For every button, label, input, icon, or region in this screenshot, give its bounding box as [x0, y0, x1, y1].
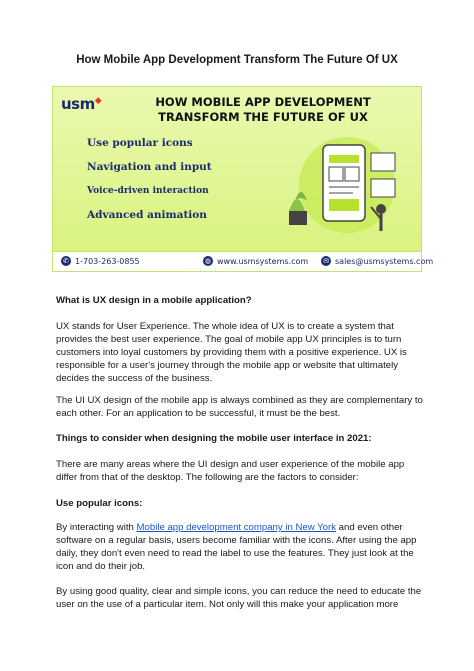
contact-email — [321, 256, 433, 266]
contact-website — [203, 256, 308, 266]
contact-phone — [61, 256, 140, 266]
banner-topic-item: Voice-driven interaction — [87, 186, 209, 196]
email-icon: ✉ — [321, 256, 331, 266]
website-text: www.usmsystems.com — [217, 256, 309, 266]
usm-logo — [61, 95, 101, 113]
section-heading-considerations: Things to consider when designing the mobile user interface in 2021: — [56, 433, 372, 444]
logo-text: usm — [61, 95, 95, 113]
mobile-app-company-link[interactable]: Mobile app development company in New York — [136, 522, 336, 533]
paragraph-icons-familiarity — [56, 521, 426, 573]
article-banner — [52, 86, 434, 272]
banner-contact-bar — [53, 251, 434, 271]
email-text: sales@usmsystems.com — [335, 256, 434, 266]
banner-topic-item: Navigation and input — [87, 161, 212, 173]
paragraph-icon-quality: By using good quality, clear and simple icons, you can reduce the need to educate the user on the use of a particular item. Not only will this make your application more — [56, 586, 422, 610]
logo-accent-icon: ◆ — [94, 96, 102, 106]
paragraph-ux-definition: UX stands for User Experience. The whole idea of UX is to create a system that provides the best user experience. The goal of mobile app UX principles is to turn customers into loyal customers by providing them with a positive experience. UX is responsible for a user's journey through the mobile app or website that ultimately decides the success of the business. — [56, 321, 407, 384]
section-heading-ux: What is UX design in a mobile application? — [56, 295, 252, 306]
phone-icon: ✆ — [61, 256, 71, 266]
document-title: How Mobile App Development Transform The Future Of UX — [76, 54, 398, 66]
mobile-ux-illustration — [275, 131, 405, 241]
paragraph-text: By interacting with — [56, 522, 137, 533]
section-heading-icons: Use popular icons: — [56, 498, 143, 509]
globe-icon: ◍ — [204, 257, 212, 265]
phone-text: 1-703-263-0855 — [75, 256, 140, 266]
paragraph-ui-ux-combined: The UI UX design of the mobile app is always combined as they are complementary to each other. For an application to be successful, it must be the best. — [56, 395, 423, 419]
banner-topic-item: Use popular icons — [87, 137, 193, 149]
banner-topic-item: Advanced animation — [87, 209, 207, 221]
banner-topic-list — [87, 131, 212, 227]
banner-heading: HOW MOBILE APP DEVELOPMENT TRANSFORM THE FUTURE OF UX — [155, 95, 371, 124]
paragraph-text: and even other software on a regular basis, users become familiar with the icons. After using the app daily, they don't even need to read the label to use the features. They just look at the icon and do their job. — [56, 522, 417, 572]
paragraph-factors-intro: There are many areas where the UI design and user experience of the mobile app differ from that of the desktop. The following are the factors to consider: — [56, 459, 405, 483]
